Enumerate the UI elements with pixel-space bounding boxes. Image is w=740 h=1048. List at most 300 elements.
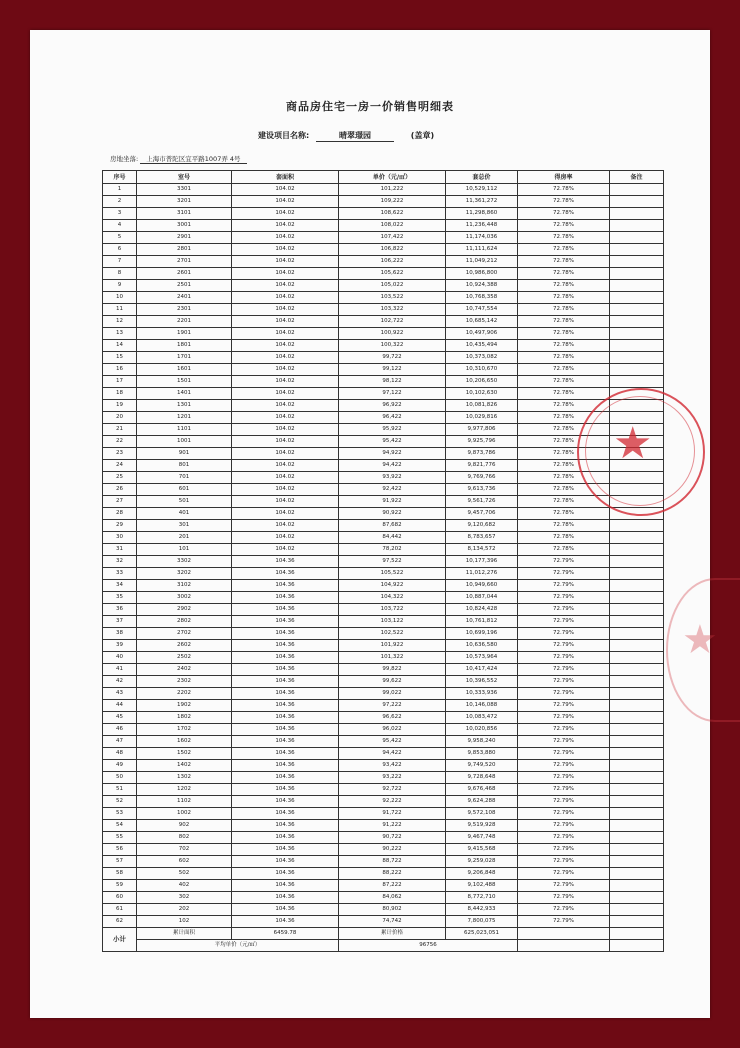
area-cell: 104.36 (232, 784, 339, 796)
unit-price-cell: 91,722 (339, 808, 446, 820)
unit-price-cell: 88,722 (339, 856, 446, 868)
unit-price-cell: 103,722 (339, 604, 446, 616)
room-number-cell: 1102 (137, 796, 232, 808)
area-cell: 104.36 (232, 556, 339, 568)
area-cell: 104.36 (232, 712, 339, 724)
efficiency-cell: 72.79% (518, 832, 610, 844)
room-number-cell: 701 (137, 472, 232, 484)
area-cell: 104.36 (232, 604, 339, 616)
row-number-cell: 34 (103, 580, 137, 592)
efficiency-cell: 72.79% (518, 784, 610, 796)
total-price-cell: 11,049,212 (446, 256, 518, 268)
area-cell: 104.02 (232, 496, 339, 508)
star-icon: ★ (682, 617, 718, 663)
table-row (103, 904, 664, 916)
table-row (103, 184, 664, 196)
total-price-cell: 9,415,568 (446, 844, 518, 856)
unit-price-cell: 92,222 (339, 796, 446, 808)
summary-empty-cell (518, 940, 610, 952)
unit-price-cell: 97,222 (339, 700, 446, 712)
project-line (258, 130, 434, 142)
efficiency-cell: 72.79% (518, 724, 610, 736)
efficiency-cell: 72.78% (518, 508, 610, 520)
unit-price-cell: 99,022 (339, 688, 446, 700)
efficiency-cell: 72.78% (518, 376, 610, 388)
area-cell: 104.02 (232, 352, 339, 364)
unit-price-cell: 102,522 (339, 628, 446, 640)
room-number-cell: 102 (137, 916, 232, 928)
row-number-cell: 29 (103, 520, 137, 532)
area-cell: 104.02 (232, 244, 339, 256)
efficiency-cell: 72.79% (518, 652, 610, 664)
remark-cell (610, 304, 664, 316)
row-number-cell: 6 (103, 244, 137, 256)
row-number-cell: 62 (103, 916, 137, 928)
efficiency-cell: 72.79% (518, 904, 610, 916)
project-label: 建设项目名称: (258, 131, 310, 140)
area-cell: 104.02 (232, 328, 339, 340)
table-body (103, 184, 664, 928)
unit-price-cell: 104,322 (339, 592, 446, 604)
remark-cell (610, 784, 664, 796)
room-number-cell: 1902 (137, 700, 232, 712)
total-price-cell: 9,958,240 (446, 736, 518, 748)
remark-cell (610, 868, 664, 880)
unit-price-cell: 100,922 (339, 328, 446, 340)
unit-price-cell: 96,622 (339, 712, 446, 724)
row-number-cell: 3 (103, 208, 137, 220)
unit-price-cell: 103,122 (339, 616, 446, 628)
efficiency-cell: 72.79% (518, 844, 610, 856)
document-title: 商品房住宅一房一价销售明细表 (286, 100, 454, 113)
star-icon: ★ (613, 418, 653, 469)
area-cell: 104.02 (232, 532, 339, 544)
total-price-cell: 10,146,088 (446, 700, 518, 712)
total-price-cell: 11,012,276 (446, 568, 518, 580)
efficiency-cell: 72.78% (518, 532, 610, 544)
area-cell: 104.02 (232, 520, 339, 532)
efficiency-cell: 72.78% (518, 256, 610, 268)
row-number-cell: 44 (103, 700, 137, 712)
remark-cell (610, 712, 664, 724)
row-number-cell: 41 (103, 664, 137, 676)
row-number-cell: 14 (103, 340, 137, 352)
row-number-cell: 10 (103, 292, 137, 304)
efficiency-cell: 72.78% (518, 436, 610, 448)
row-number-cell: 27 (103, 496, 137, 508)
room-number-cell: 2401 (137, 292, 232, 304)
total-price-cell: 10,435,494 (446, 340, 518, 352)
table-row (103, 412, 664, 424)
room-number-cell: 3201 (137, 196, 232, 208)
area-cell: 104.36 (232, 904, 339, 916)
room-number-cell: 2202 (137, 688, 232, 700)
row-number-cell: 51 (103, 784, 137, 796)
row-number-cell: 33 (103, 568, 137, 580)
area-cell: 104.02 (232, 436, 339, 448)
room-number-cell: 1502 (137, 748, 232, 760)
unit-price-cell: 98,122 (339, 376, 446, 388)
remark-cell (610, 796, 664, 808)
remark-cell (610, 340, 664, 352)
row-number-cell: 5 (103, 232, 137, 244)
total-price-cell: 9,467,748 (446, 832, 518, 844)
area-cell: 104.36 (232, 688, 339, 700)
room-number-cell: 1401 (137, 388, 232, 400)
efficiency-cell: 72.78% (518, 268, 610, 280)
table-row (103, 916, 664, 928)
room-number-cell: 1801 (137, 340, 232, 352)
table-row (103, 280, 664, 292)
room-number-cell: 2801 (137, 244, 232, 256)
table-header-row (103, 171, 664, 184)
room-number-cell: 601 (137, 484, 232, 496)
total-price-cell: 10,761,812 (446, 616, 518, 628)
area-cell: 104.36 (232, 880, 339, 892)
total-price-cell: 10,824,428 (446, 604, 518, 616)
table-row (103, 700, 664, 712)
total-price-cell: 10,986,800 (446, 268, 518, 280)
unit-price-cell: 107,422 (339, 232, 446, 244)
efficiency-cell: 72.78% (518, 196, 610, 208)
total-price-cell: 11,111,624 (446, 244, 518, 256)
area-cell: 104.36 (232, 820, 339, 832)
remark-cell (610, 652, 664, 664)
unit-price-cell: 93,922 (339, 472, 446, 484)
summary-row-average (103, 940, 664, 952)
remark-cell (610, 844, 664, 856)
efficiency-cell: 72.79% (518, 556, 610, 568)
location-value: 上海市普陀区宜平路1007弄 4号 (140, 154, 246, 164)
total-price-cell: 10,573,964 (446, 652, 518, 664)
area-cell: 104.36 (232, 772, 339, 784)
header-cell: 套面积 (232, 171, 339, 184)
row-number-cell: 8 (103, 268, 137, 280)
room-number-cell: 1802 (137, 712, 232, 724)
area-cell: 104.02 (232, 484, 339, 496)
area-cell: 104.02 (232, 448, 339, 460)
efficiency-cell: 72.78% (518, 292, 610, 304)
table-row (103, 856, 664, 868)
room-number-cell: 3202 (137, 568, 232, 580)
efficiency-cell: 72.78% (518, 352, 610, 364)
table-row (103, 484, 664, 496)
room-number-cell: 3102 (137, 580, 232, 592)
area-cell: 104.02 (232, 256, 339, 268)
row-number-cell: 9 (103, 280, 137, 292)
total-price-cell: 9,572,108 (446, 808, 518, 820)
row-number-cell: 57 (103, 856, 137, 868)
row-number-cell: 11 (103, 304, 137, 316)
room-number-cell: 702 (137, 844, 232, 856)
project-name: 晴翠璟园 (316, 130, 394, 142)
table-row (103, 556, 664, 568)
table-row (103, 820, 664, 832)
remark-cell (610, 232, 664, 244)
room-number-cell: 2702 (137, 628, 232, 640)
row-number-cell: 55 (103, 832, 137, 844)
row-number-cell: 53 (103, 808, 137, 820)
table-row (103, 340, 664, 352)
total-price-cell: 8,772,710 (446, 892, 518, 904)
unit-price-cell: 102,722 (339, 316, 446, 328)
unit-price-cell: 95,422 (339, 736, 446, 748)
efficiency-cell: 72.78% (518, 220, 610, 232)
room-number-cell: 2601 (137, 268, 232, 280)
unit-price-cell: 106,822 (339, 244, 446, 256)
total-price-cell: 9,853,880 (446, 748, 518, 760)
area-cell: 104.02 (232, 472, 339, 484)
efficiency-cell: 72.78% (518, 400, 610, 412)
unit-price-cell: 105,622 (339, 268, 446, 280)
remark-cell (610, 580, 664, 592)
area-cell: 104.36 (232, 808, 339, 820)
table-row (103, 796, 664, 808)
table-row (103, 880, 664, 892)
table-row (103, 508, 664, 520)
area-cell: 104.36 (232, 796, 339, 808)
total-price-cell: 10,029,816 (446, 412, 518, 424)
table-row (103, 472, 664, 484)
row-number-cell: 13 (103, 328, 137, 340)
efficiency-cell: 72.79% (518, 892, 610, 904)
table-row (103, 844, 664, 856)
total-price-cell: 10,206,650 (446, 376, 518, 388)
room-number-cell: 2701 (137, 256, 232, 268)
remark-cell (610, 220, 664, 232)
remark-cell (610, 856, 664, 868)
unit-price-cell: 99,122 (339, 364, 446, 376)
table-row (103, 304, 664, 316)
room-number-cell: 402 (137, 880, 232, 892)
total-price-cell: 11,361,272 (446, 196, 518, 208)
row-number-cell: 31 (103, 544, 137, 556)
efficiency-cell: 72.79% (518, 760, 610, 772)
remark-cell (610, 892, 664, 904)
table-row (103, 364, 664, 376)
summary-empty-cell (610, 928, 664, 940)
header-cell: 备注 (610, 171, 664, 184)
table-row (103, 724, 664, 736)
row-number-cell: 56 (103, 844, 137, 856)
table-row (103, 748, 664, 760)
total-price-cell: 10,924,388 (446, 280, 518, 292)
total-price-cell: 9,749,520 (446, 760, 518, 772)
area-cell: 104.36 (232, 844, 339, 856)
area-cell: 104.02 (232, 208, 339, 220)
total-price-cell: 10,768,358 (446, 292, 518, 304)
unit-price-cell: 105,522 (339, 568, 446, 580)
table-row (103, 640, 664, 652)
room-number-cell: 201 (137, 532, 232, 544)
row-number-cell: 20 (103, 412, 137, 424)
unit-price-cell: 105,022 (339, 280, 446, 292)
remark-cell (610, 616, 664, 628)
row-number-cell: 32 (103, 556, 137, 568)
total-price-cell: 11,174,036 (446, 232, 518, 244)
remark-cell (610, 760, 664, 772)
table-row (103, 388, 664, 400)
efficiency-cell: 72.79% (518, 796, 610, 808)
row-number-cell: 23 (103, 448, 137, 460)
table-row (103, 592, 664, 604)
efficiency-cell: 72.78% (518, 496, 610, 508)
area-cell: 104.02 (232, 232, 339, 244)
efficiency-cell: 72.79% (518, 736, 610, 748)
remark-cell (610, 280, 664, 292)
remark-cell (610, 628, 664, 640)
area-cell: 104.36 (232, 832, 339, 844)
total-price-cell: 10,529,112 (446, 184, 518, 196)
row-number-cell: 12 (103, 316, 137, 328)
room-number-cell: 1501 (137, 376, 232, 388)
area-cell: 104.02 (232, 412, 339, 424)
table-row (103, 544, 664, 556)
unit-price-cell: 74,742 (339, 916, 446, 928)
room-number-cell: 1202 (137, 784, 232, 796)
unit-price-cell: 90,922 (339, 508, 446, 520)
total-price-cell: 9,977,806 (446, 424, 518, 436)
total-price-cell: 9,676,468 (446, 784, 518, 796)
area-cell: 104.36 (232, 916, 339, 928)
area-cell: 104.02 (232, 184, 339, 196)
row-number-cell: 28 (103, 508, 137, 520)
area-cell: 104.36 (232, 676, 339, 688)
table-row (103, 772, 664, 784)
total-price-cell: 9,259,028 (446, 856, 518, 868)
row-number-cell: 22 (103, 436, 137, 448)
remark-cell (610, 520, 664, 532)
total-price-cell: 10,081,826 (446, 400, 518, 412)
total-price-cell: 10,083,472 (446, 712, 518, 724)
unit-price-cell: 99,722 (339, 352, 446, 364)
total-price-cell: 10,396,552 (446, 676, 518, 688)
room-number-cell: 3002 (137, 592, 232, 604)
efficiency-cell: 72.79% (518, 676, 610, 688)
room-number-cell: 2901 (137, 232, 232, 244)
row-number-cell: 2 (103, 196, 137, 208)
table-row (103, 652, 664, 664)
area-cell: 104.36 (232, 892, 339, 904)
total-price-cell: 8,134,572 (446, 544, 518, 556)
remark-cell (610, 196, 664, 208)
remark-cell (610, 316, 664, 328)
area-cell: 104.02 (232, 388, 339, 400)
room-number-cell: 2502 (137, 652, 232, 664)
room-number-cell: 1302 (137, 772, 232, 784)
unit-price-cell: 95,422 (339, 436, 446, 448)
efficiency-cell: 72.79% (518, 772, 610, 784)
unit-price-cell: 97,522 (339, 556, 446, 568)
room-number-cell: 2301 (137, 304, 232, 316)
efficiency-cell: 72.79% (518, 808, 610, 820)
row-number-cell: 16 (103, 364, 137, 376)
efficiency-cell: 72.78% (518, 364, 610, 376)
row-number-cell: 1 (103, 184, 137, 196)
room-number-cell: 3302 (137, 556, 232, 568)
efficiency-cell: 72.78% (518, 388, 610, 400)
unit-price-cell: 94,922 (339, 448, 446, 460)
total-price-cell: 9,206,848 (446, 868, 518, 880)
total-price-cell: 10,373,082 (446, 352, 518, 364)
total-price-cell: 10,497,906 (446, 328, 518, 340)
table-row (103, 760, 664, 772)
row-number-cell: 18 (103, 388, 137, 400)
remark-cell (610, 640, 664, 652)
unit-price-cell: 87,222 (339, 880, 446, 892)
room-number-cell: 2602 (137, 640, 232, 652)
room-number-cell: 1201 (137, 412, 232, 424)
efficiency-cell: 72.79% (518, 592, 610, 604)
efficiency-cell: 72.79% (518, 916, 610, 928)
efficiency-cell: 72.79% (518, 880, 610, 892)
row-number-cell: 47 (103, 736, 137, 748)
remark-cell (610, 556, 664, 568)
document-sheet (30, 30, 718, 1018)
efficiency-cell: 72.79% (518, 700, 610, 712)
area-total-label: 累计面积 (137, 928, 232, 940)
area-cell: 104.36 (232, 652, 339, 664)
remark-cell (610, 832, 664, 844)
efficiency-cell: 72.78% (518, 304, 610, 316)
row-number-cell: 46 (103, 724, 137, 736)
table-row (103, 532, 664, 544)
efficiency-cell: 72.79% (518, 712, 610, 724)
stamp-note: (盖章) (410, 131, 435, 140)
table-row (103, 268, 664, 280)
area-cell: 104.36 (232, 616, 339, 628)
remark-cell (610, 544, 664, 556)
total-price-cell: 9,561,726 (446, 496, 518, 508)
table-row (103, 616, 664, 628)
table-row (103, 244, 664, 256)
area-cell: 104.36 (232, 736, 339, 748)
row-number-cell: 7 (103, 256, 137, 268)
area-cell: 104.02 (232, 460, 339, 472)
efficiency-cell: 72.79% (518, 856, 610, 868)
total-price-cell: 10,887,044 (446, 592, 518, 604)
table-row (103, 808, 664, 820)
row-number-cell: 50 (103, 772, 137, 784)
area-cell: 104.02 (232, 316, 339, 328)
unit-price-cell: 80,902 (339, 904, 446, 916)
sales-table (102, 170, 664, 952)
company-seal (577, 388, 705, 516)
table-row (103, 664, 664, 676)
room-number-cell: 202 (137, 904, 232, 916)
row-number-cell: 26 (103, 484, 137, 496)
row-number-cell: 45 (103, 712, 137, 724)
header-cell: 套总价 (446, 171, 518, 184)
efficiency-cell: 72.78% (518, 544, 610, 556)
row-number-cell: 4 (103, 220, 137, 232)
remark-cell (610, 700, 664, 712)
unit-price-cell: 90,222 (339, 844, 446, 856)
summary-empty-cell (610, 940, 664, 952)
area-cell: 104.02 (232, 424, 339, 436)
area-cell: 104.02 (232, 364, 339, 376)
area-cell: 104.02 (232, 304, 339, 316)
row-number-cell: 24 (103, 460, 137, 472)
unit-price-cell: 104,922 (339, 580, 446, 592)
room-number-cell: 2501 (137, 280, 232, 292)
room-number-cell: 301 (137, 520, 232, 532)
unit-price-cell: 92,722 (339, 784, 446, 796)
remark-cell (610, 244, 664, 256)
row-number-cell: 43 (103, 688, 137, 700)
area-cell: 104.36 (232, 760, 339, 772)
efficiency-cell: 72.78% (518, 424, 610, 436)
